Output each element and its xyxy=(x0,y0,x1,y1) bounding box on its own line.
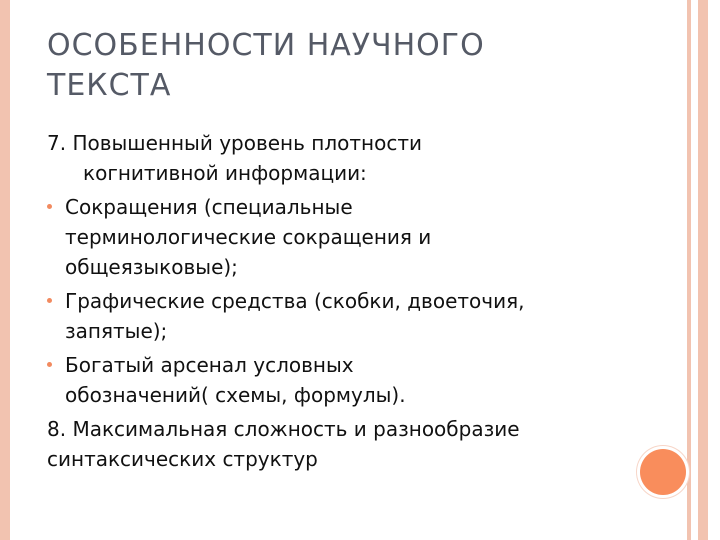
bullet-3-line-1: Богатый арсенал условных xyxy=(65,353,354,377)
left-border-stripe xyxy=(0,0,10,540)
bullet-icon xyxy=(47,362,52,367)
bullet-item-graphic-means xyxy=(47,286,647,346)
bullet-2-line-2: запятые); xyxy=(65,319,168,343)
bullet-item-abbreviations xyxy=(47,192,647,282)
bullet-icon xyxy=(47,298,52,303)
right-border-thin-stripe xyxy=(687,0,691,540)
item-7-line-2: когнитивной информации: xyxy=(83,161,367,185)
right-border-stripe xyxy=(698,0,708,540)
bullet-2-line-1: Графические средства (скобки, двоеточия, xyxy=(65,289,525,313)
slide-title: ОСОБЕННОСТИ НАУЧНОГО ТЕКСТА xyxy=(47,28,485,103)
slide-content xyxy=(47,128,647,478)
item-8-line-1: 8. Максимальная сложность и разнообразие xyxy=(47,417,520,441)
bullet-1-line-3: общеязыковые); xyxy=(65,255,238,279)
bullet-item-notations xyxy=(47,350,647,410)
numbered-item-8 xyxy=(47,414,647,474)
bullet-1-line-2: терминологические сокращения и xyxy=(65,225,432,249)
item-8-line-2: синтаксических структур xyxy=(47,447,318,471)
numbered-item-7 xyxy=(47,128,647,188)
bullet-1-line-1: Сокращения (специальные xyxy=(65,195,353,219)
bullet-3-line-2: обозначений( схемы, формулы). xyxy=(65,383,406,407)
item-7-line-1: 7. Повышенный уровень плотности xyxy=(47,131,422,155)
bullet-icon xyxy=(47,204,52,209)
